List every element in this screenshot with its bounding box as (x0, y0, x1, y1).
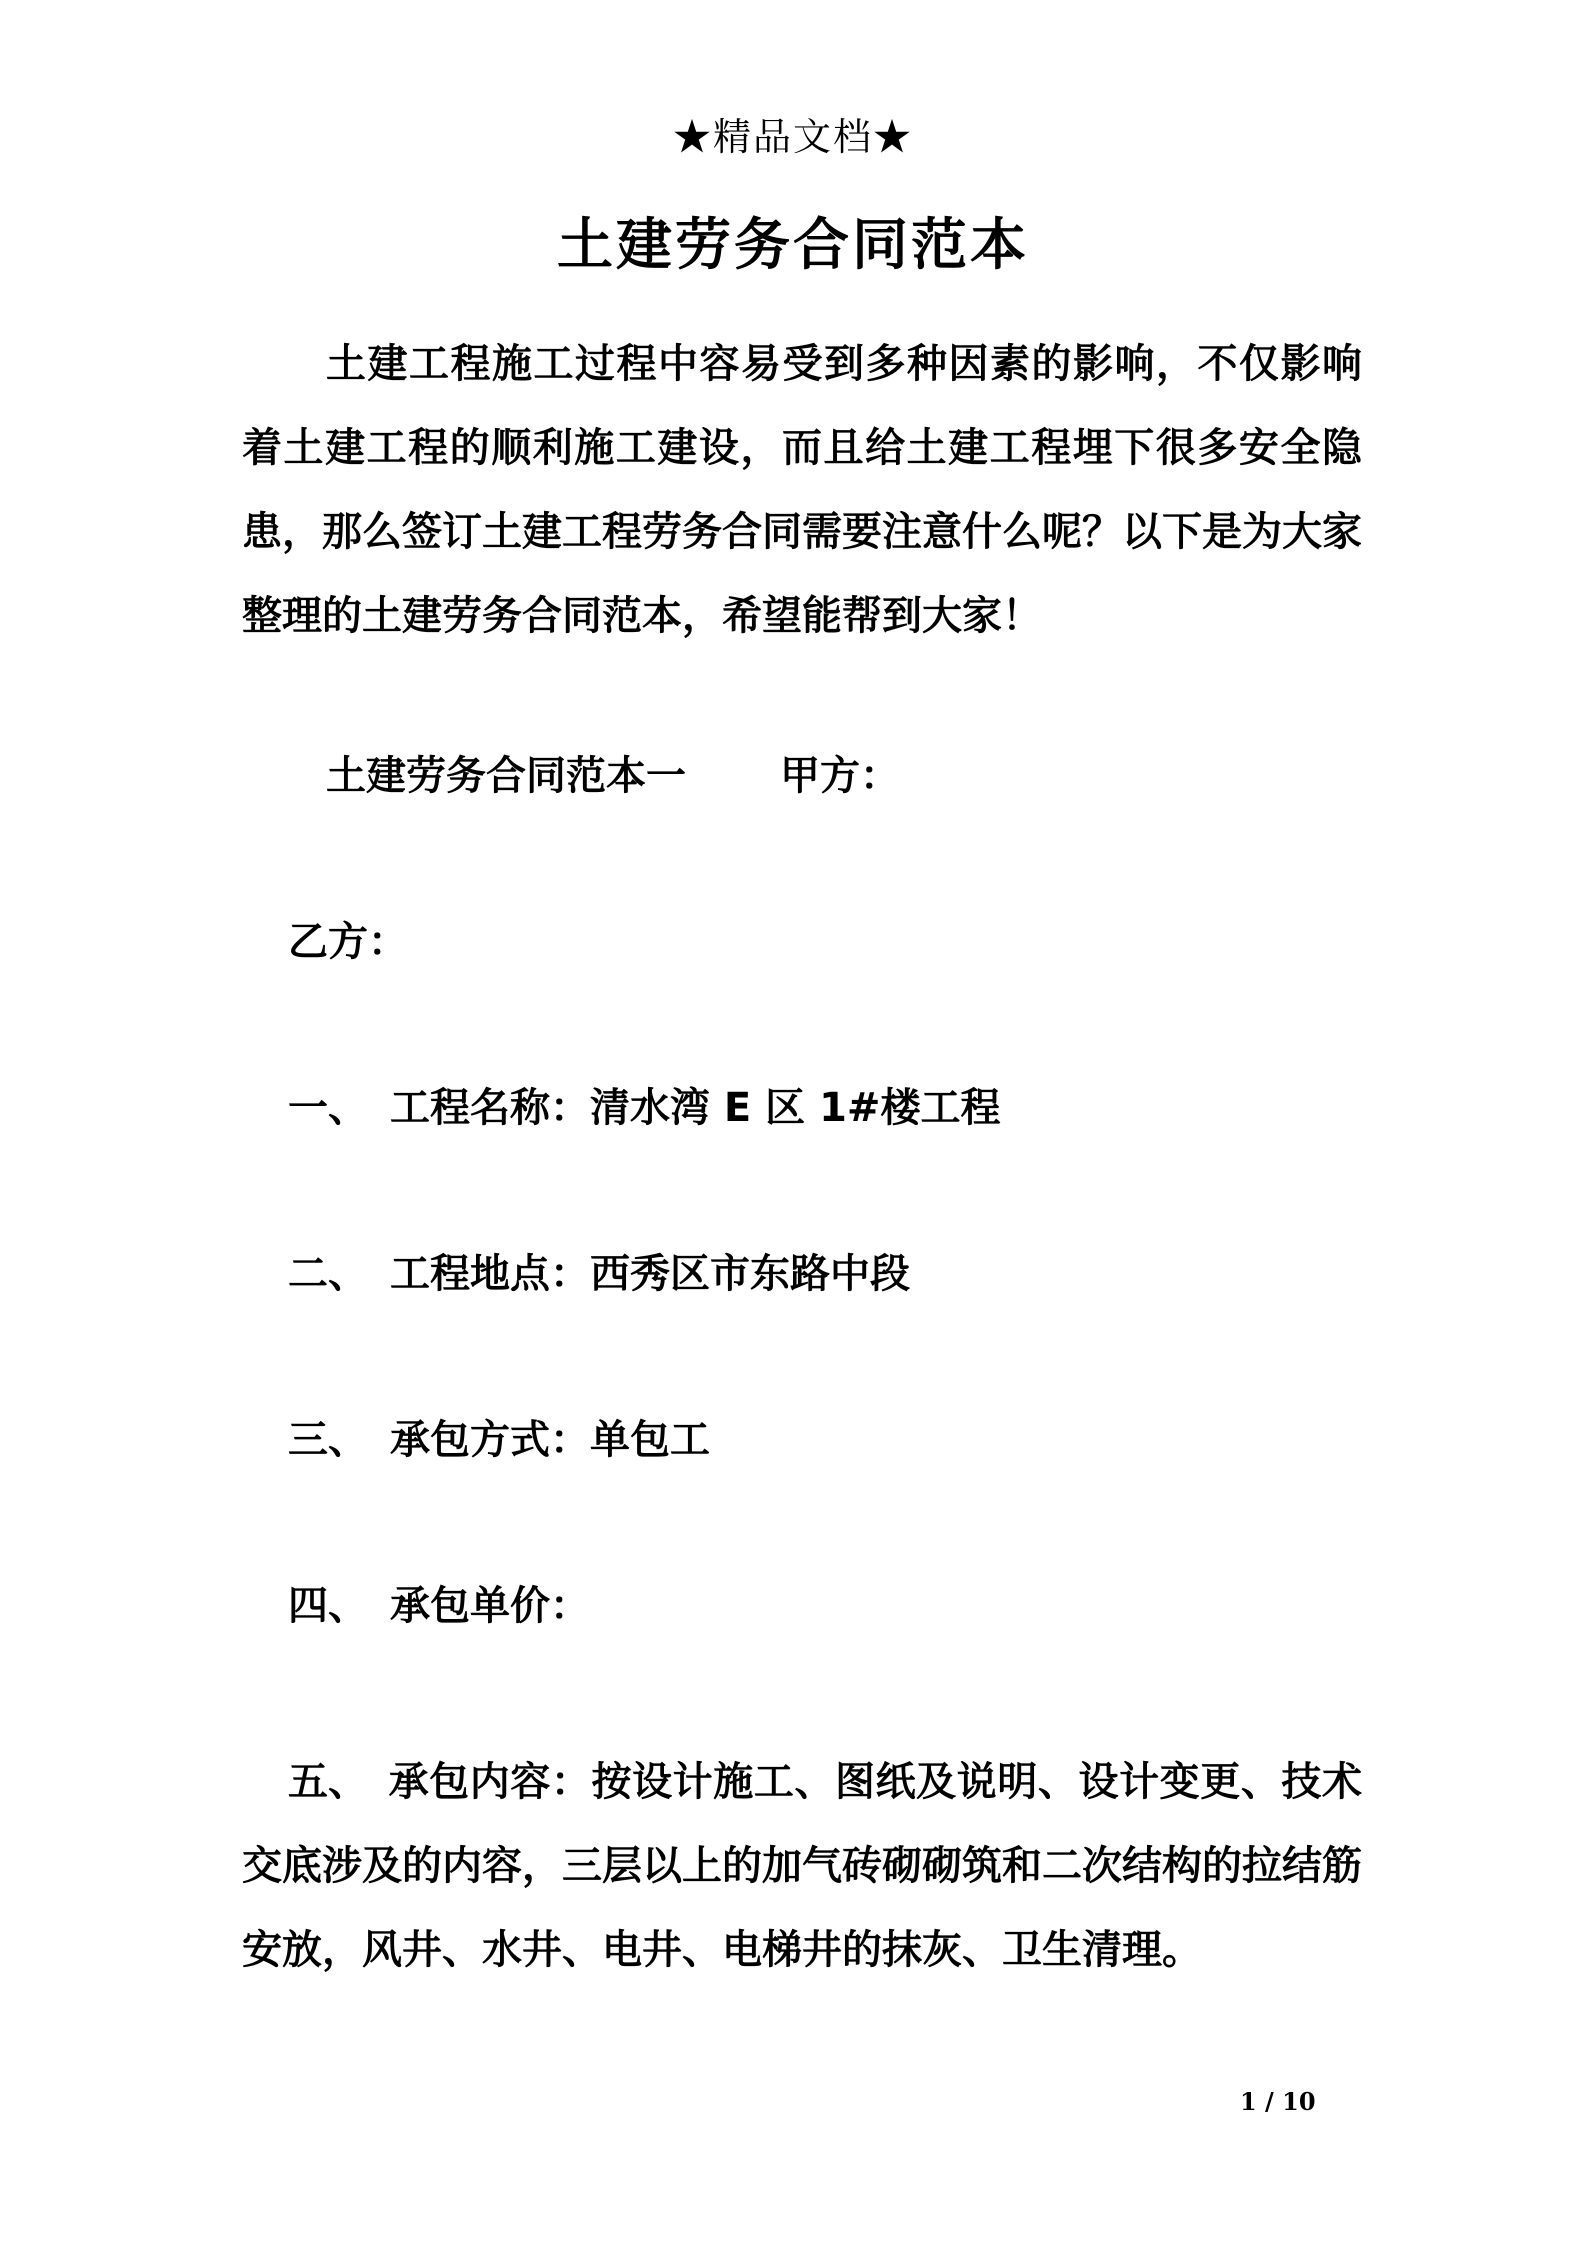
clause-number: 一、 (288, 1085, 368, 1131)
clause-text: 承包单价： (390, 1583, 590, 1629)
contract-heading: 土建劳务合同范本一 (326, 753, 686, 799)
clause-item (288, 1078, 1000, 1138)
clause-item (288, 1244, 910, 1304)
document-title: 土建劳务合同范本 (557, 213, 1029, 278)
page-number: 1 / 10 (1240, 2087, 1316, 2116)
clause-number: 四、 (288, 1583, 368, 1629)
clause-text: 工程地点：西秀区市东路中段 (390, 1251, 910, 1297)
clause-text: 承包内容：按设计施工、图纸及说明、设计变更、技术交底涉及的内容，三层以上的加气砖砌砌筑和二次结构的拉结筋安放，风井、水井、电井、电梯井的抹灰、卫生清理。 (242, 1759, 1362, 1973)
clause-item (288, 1576, 590, 1636)
intro-paragraph: 土建工程施工过程中容易受到多种因素的影响，不仅影响着土建工程的顺利施工建设，而且给土建工程埋下很多安全隐患，那么签订土建工程劳务合同需要注意什么呢？以下是为大家整理的土建劳务合同范本，希望能帮到大家！ (242, 341, 1362, 639)
clause-item (288, 1410, 710, 1470)
clause-item (242, 1740, 1362, 1992)
clause-number: 三、 (288, 1417, 368, 1463)
header-mark: ★精品文档★ (672, 115, 913, 159)
clause-text: 工程名称：清水湾 E 区 1#楼工程 (390, 1085, 1001, 1131)
party-b-label: 乙方： (288, 919, 408, 965)
clause-number: 二、 (288, 1251, 368, 1297)
party-a-label: 甲方： (780, 753, 900, 799)
clause-text: 承包方式：单包工 (390, 1417, 710, 1463)
clause-number: 五、 (288, 1759, 368, 1805)
